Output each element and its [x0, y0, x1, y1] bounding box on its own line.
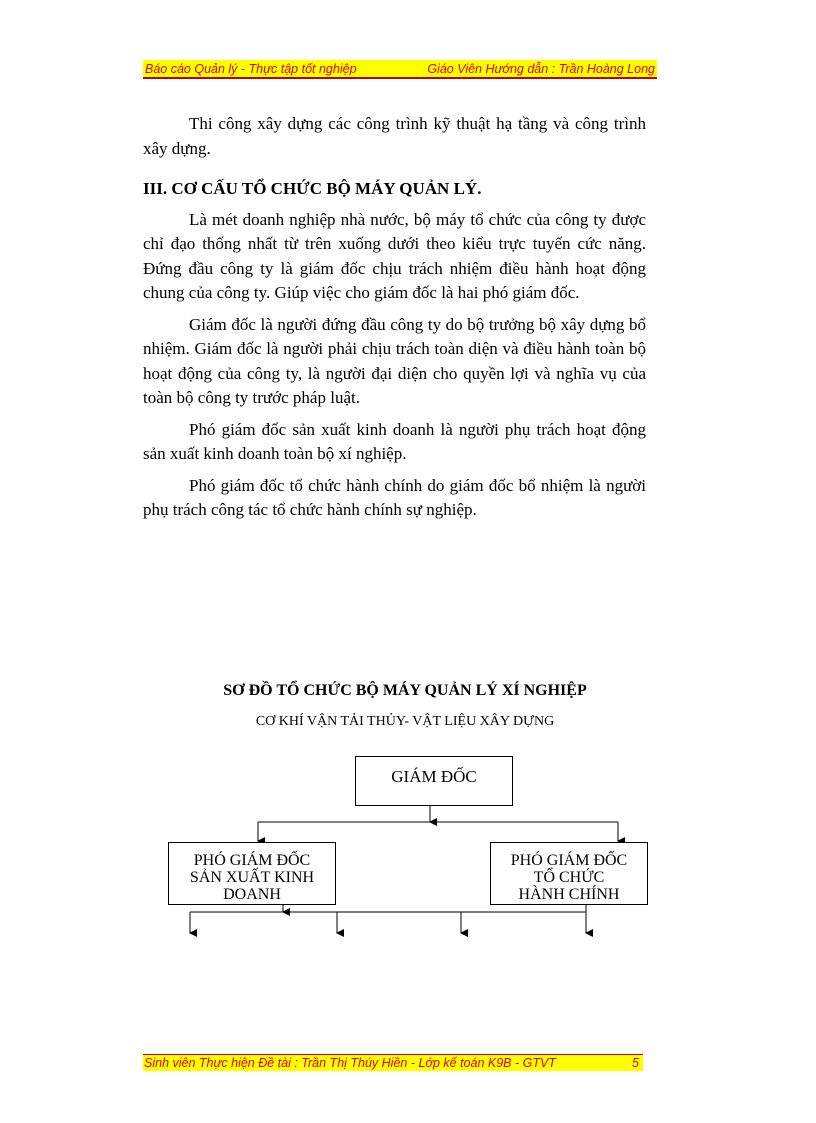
- footer-student-info: Sinh viên Thực hiện Đề tài : Trần Thị Thúy Hiền - Lớp kế toán K9B - GTVT: [144, 1056, 556, 1070]
- director-label: GIÁM ĐỐC: [391, 767, 477, 786]
- deputy-production-line-1: PHÓ GIÁM ĐỐC: [193, 852, 311, 869]
- deputy-production-line-3: DOANH: [223, 886, 281, 903]
- section-heading: III. CƠ CẤU TỔ CHỨC BỘ MÁY QUẢN LÝ.: [143, 179, 482, 198]
- intro-paragraph: Thi công xây dựng các công trình kỹ thuật hạ tầng và công trình xây dựng.: [143, 114, 646, 158]
- deputy-production-line-2: SẢN XUẤT KINH: [189, 869, 315, 886]
- org-chart-subtitle: CƠ KHÍ VẬN TẢI THỦY- VẬT LIỆU XÂY DỰNG: [255, 714, 555, 729]
- org-chart-title: SƠ ĐỒ TỔ CHỨC BỘ MÁY QUẢN LÝ XÍ NGHIỆP: [223, 682, 587, 699]
- deputy-admin-line-1: PHÓ GIÁM ĐỐC: [510, 852, 628, 869]
- header-advisor: Giáo Viên Hướng dẫn : Trần Hoàng Long: [427, 62, 655, 76]
- page-number: 5: [632, 1056, 639, 1070]
- paragraph-deputy-production: Phó giám đốc sản xuất kinh doanh là người phụ trách hoạt động sản xuất kinh doanh toàn bộ xí nghiệp.: [143, 419, 646, 463]
- paragraph-director: Giám đốc là người đứng đầu công ty do bộ trưởng bộ xây dựng bổ nhiệm. Giám đốc là người phải chịu trách toàn diện và điều hành toàn bộ hoạt động của công ty, là người đại diện cho quyền lợi và nghĩa vụ của toàn bộ công ty trước pháp luật.: [143, 314, 646, 407]
- deputy-admin-box: [490, 842, 648, 905]
- page-footer: [143, 1054, 643, 1071]
- director-box: [355, 756, 513, 806]
- header-report-title: Báo cáo Quản lý - Thực tập tốt nghiệp: [145, 62, 357, 76]
- paragraph-deputy-admin: Phó giám đốc tổ chức hành chính do giám đốc bổ nhiệm là người phụ trách công tác tổ chức hành chính sự nghiệp.: [143, 475, 646, 519]
- paragraph-structure: Là mét doanh nghiệp nhà nước, bộ máy tổ chức của công ty được chỉ đạo thống nhất từ trên xuống dưới theo kiểu trực tuyến cức năng. Đứng đầu công ty là giám đốc chịu trách nhiệm điều hành hoạt động chung của công ty. Giúp việc cho giám đốc là hai phó giám đốc.: [143, 209, 646, 302]
- deputy-admin-line-3: HÀNH CHÍNH: [518, 886, 620, 903]
- deputy-admin-line-2: TỔ CHỨC: [533, 869, 605, 886]
- deputy-production-box: [168, 842, 336, 905]
